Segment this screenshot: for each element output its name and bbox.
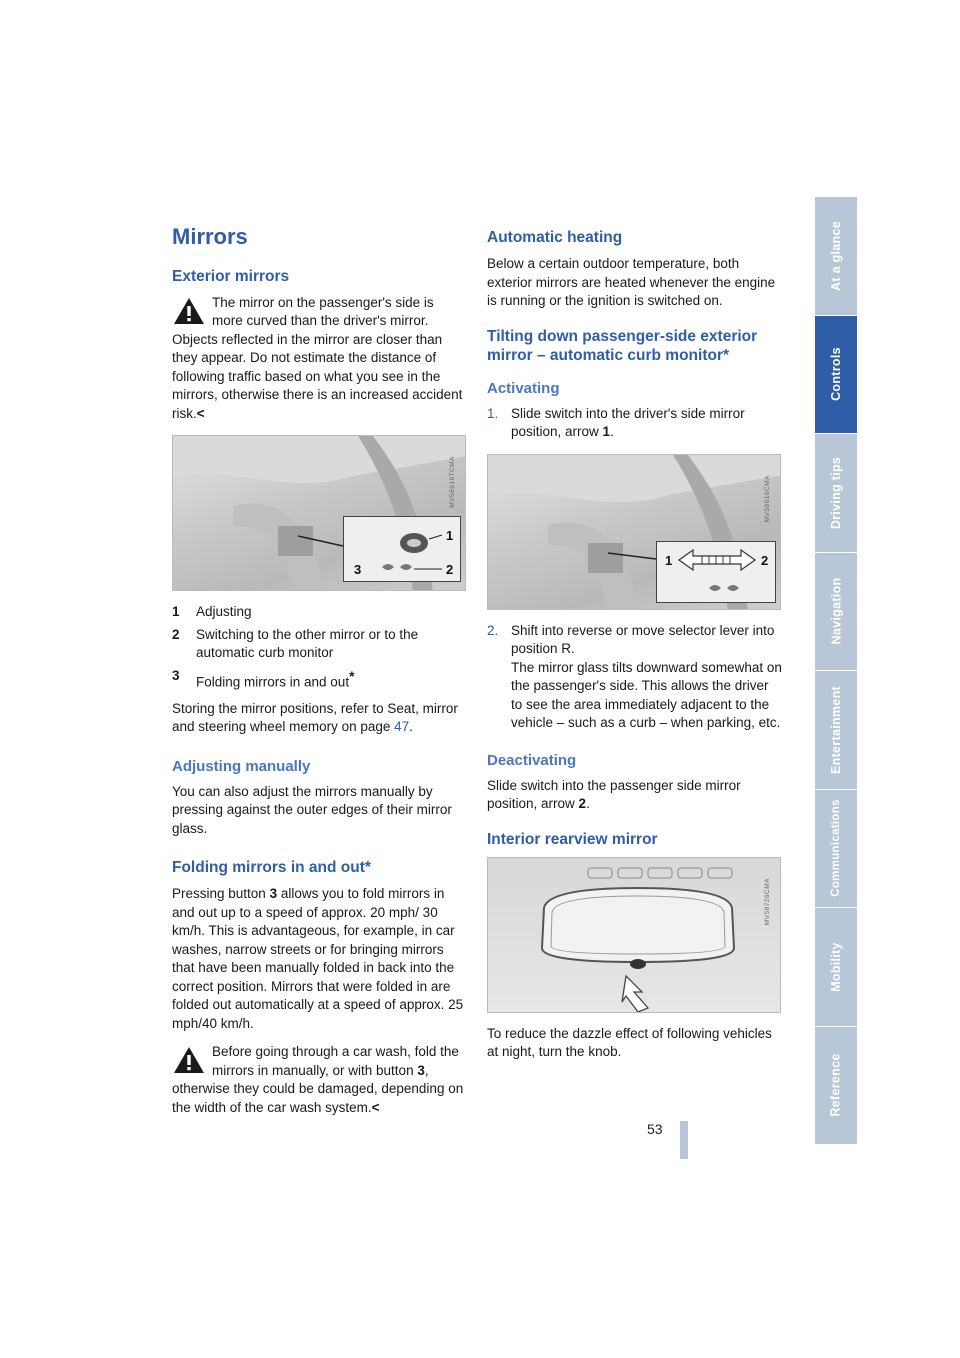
automatic-heating-heading: Automatic heating [487,229,623,246]
legend-item [172,603,467,622]
warning-triangle-icon [172,296,206,328]
tab-reference[interactable] [815,1027,857,1146]
button-number: 3 [417,1062,425,1078]
tab-label: Communications [830,799,842,897]
warning-block-curved-mirror [172,294,467,424]
warning-block-car-wash [172,1043,467,1117]
page-title: Mirrors [172,224,248,249]
exterior-mirrors-heading: Exterior mirrors [172,267,290,285]
warning-triangle-icon [172,1045,206,1077]
left-column [172,224,467,1129]
step-text: Slide switch into the driver's side mirror position, arrow [511,405,745,439]
legend-item [172,626,467,663]
warning-text: The mirror on the passenger's side is more curved than the driver's mirror. Objects reflected in the mirror are closer than they appear. Do not estimate the distance of following traffic based on what you see in the mirrors, otherwise there is an increased accident risk. [172,294,463,421]
switch-inset [343,516,461,582]
chapter-tabs [815,197,857,1145]
interior-mirror-illustration [488,858,781,1013]
step-number: 1. [487,405,499,421]
tab-controls[interactable] [815,316,857,435]
step-end: . [610,424,614,439]
figure-label: 3 [354,562,362,577]
folding-heading: Folding mirrors in and out* [172,859,371,876]
warning-text: , otherwise they could be damaged, depending on the width of the car wash system. [172,1062,464,1115]
warning-text: Before going through a car wash, fold the mirrors in manually, or with button [212,1044,459,1078]
tilting-heading: Tilting down passenger-side exterior mirror – automatic curb monitor* [487,327,758,364]
end-mark: < [371,1099,380,1115]
step-text: The mirror glass tilts downward somewhat on the passenger's side. This allows the driver to see the area immediately adjacent to the vehicle – such as a curb – when parking, etc. [511,659,782,730]
mirror-switch-figure [172,435,466,591]
figure-code: MV58616CMA [763,474,771,522]
page-number-bar [680,1121,688,1159]
deactivating-heading: Deactivating [487,751,577,769]
step-item [487,622,782,733]
heating-paragraph: Below a certain outdoor temperature, both exterior mirrors are heated whenever the engine is running or the ignition is switched on. [487,256,776,308]
legend-number: 3 [172,667,180,683]
tab-mobility[interactable] [815,908,857,1027]
tab-label: Reference [829,1053,843,1117]
arrow-number: 1 [602,424,611,439]
switch-inset [656,541,776,603]
page-reference-link[interactable]: 47 [394,719,410,734]
arrow-number: 2 [578,796,587,811]
tab-label: Driving tips [829,456,844,529]
optional-star: * [349,667,355,684]
folding-text: allows you to fold mirrors in and out up to a speed of approx. 20 mph/ 30 km/h. This is advantageous, for example, in car washes, narrow streets or for bringing mirrors that have been manually folded in back into the correct position. Mirrors that were folded in are folded out automatically at a speed of approx. 25 mph/40 km/h. [172,886,464,1031]
step-number: 2. [487,622,499,638]
interior-mirror-figure [487,857,781,1013]
folding-text: Pressing button [172,886,270,901]
tab-communications[interactable] [815,790,857,909]
step-text: Shift into reverse or move selector lever into position R. [511,622,775,656]
page-number: 53 [647,1121,663,1137]
folding-paragraph [172,885,467,1033]
tab-label: At a glance [829,220,843,291]
tab-label: Entertainment [829,685,844,774]
legend-text: Switching to the other mirror or to the automatic curb monitor [196,626,419,660]
legend-text: Adjusting [196,604,252,619]
storing-paragraph [172,700,467,737]
tab-label: Mobility [829,941,843,992]
interior-mirror-heading: Interior rearview mirror [487,830,658,848]
tab-entertainment[interactable] [815,671,857,790]
figure-label: 2 [761,552,769,568]
right-column [487,228,782,1072]
deactivating-end: . [586,796,590,811]
storing-text: Storing the mirror positions, refer to Seat, mirror and steering wheel memory on page [172,700,458,734]
tab-label: Controls [829,347,844,402]
tab-navigation[interactable] [815,553,857,672]
figure-code: MV58726CMA [763,877,771,925]
activating-steps-continued [487,622,782,733]
activating-steps [487,405,782,442]
legend-number: 1 [172,604,180,619]
deactivating-text: Slide switch into the passenger side mirror position, arrow [487,777,741,811]
curb-monitor-switch-figure [487,454,781,610]
figure-label: 1 [446,528,454,543]
figure-label: 1 [665,552,673,568]
legend-item [172,667,467,692]
adjusting-manually-heading: Adjusting manually [172,757,311,775]
step-item [487,405,782,442]
activating-heading: Activating [487,379,560,397]
figure-legend [172,603,467,692]
storing-end: . [409,719,413,734]
interior-paragraph: To reduce the dazzle effect of following vehicles at night, turn the knob. [487,1025,772,1059]
button-number: 3 [269,886,278,901]
figure-label: 2 [446,562,454,577]
deactivating-paragraph [487,777,782,814]
tab-at-a-glance[interactable] [815,197,857,316]
adjusting-paragraph: You can also adjust the mirrors manually by pressing against the outer edges of their mirror glass. [172,783,452,836]
legend-number: 2 [172,626,180,642]
tab-label: Navigation [829,577,843,645]
end-mark: < [196,405,205,421]
tab-driving-tips[interactable] [815,434,857,553]
figure-code: MV58616TCMA [448,456,456,508]
legend-text: Folding mirrors in and out [196,674,350,689]
